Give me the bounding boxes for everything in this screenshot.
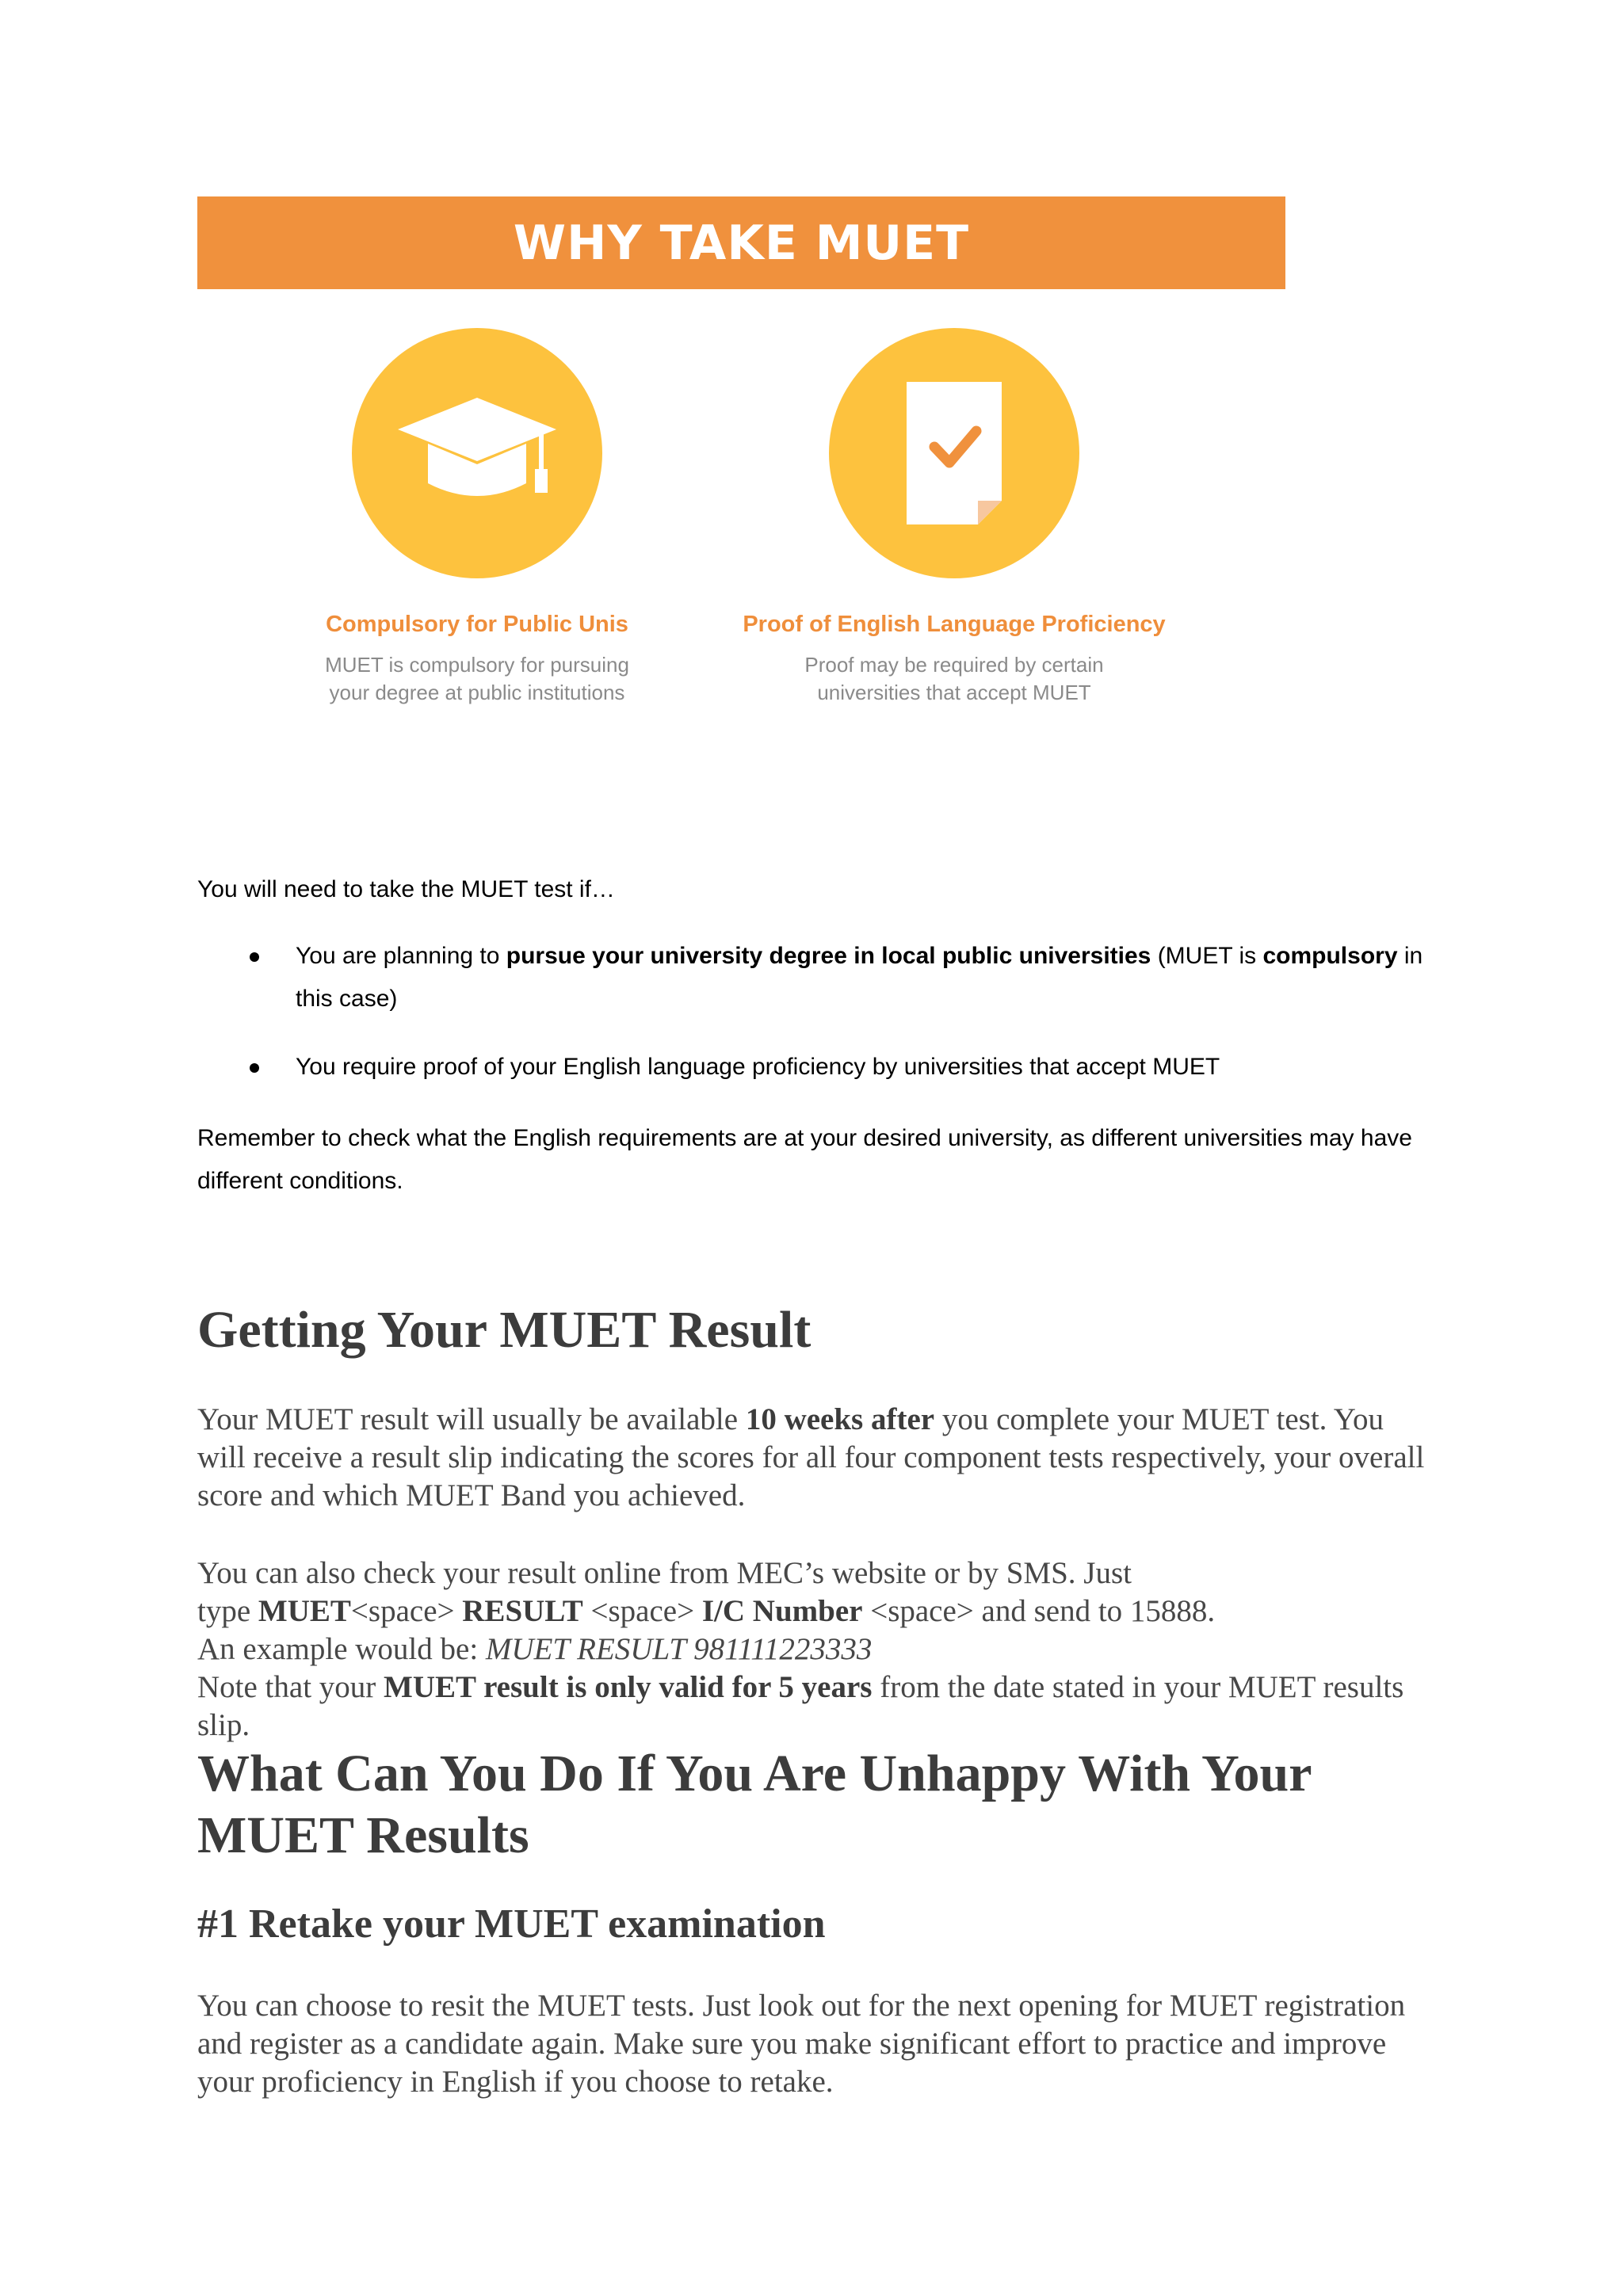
- feature-description: [255, 651, 699, 707]
- section-heading-unhappy: What Can You Do If You Are Unhappy With Your MUET Results: [197, 1745, 1312, 1864]
- feature-desc-line: universities that accept MUET: [817, 681, 1091, 704]
- subheading-retake: #1 Retake your MUET examination: [197, 1901, 826, 1947]
- banner-title: WHY TAKE MUET: [513, 215, 970, 271]
- feature-desc-line: Proof may be required by certain: [804, 653, 1104, 677]
- section-heading-result: Getting Your MUET Result: [197, 1301, 812, 1359]
- graduation-cap-icon: [390, 390, 564, 517]
- feature-proficiency: [732, 328, 1176, 707]
- feature-compulsory: [255, 328, 699, 707]
- why-take-muet-banner: [197, 196, 1285, 289]
- requirements-note: Remember to check what the English requirements are at your desired university, as different universities may have different conditions.: [197, 1125, 1412, 1194]
- feature-title: Compulsory for Public Unis: [326, 612, 628, 637]
- result-availability-paragraph: Your MUET result will usually be available 10 weeks after you complete your MUET test. You will receive a result slip indicating the scores for all four component tests respectively, your overall score and which MUET Band you achieved.: [197, 1402, 1425, 1512]
- requirements-list: [197, 935, 1434, 1114]
- feature-desc-line: your degree at public institutions: [329, 681, 625, 704]
- retake-paragraph: You can choose to resit the MUET tests. Just look out for the next opening for MUET registration and register as a candidate again. Make sure you make significant effort to practice and improve your proficiency in English if you choose to retake.: [197, 1989, 1406, 2099]
- feature-description: [732, 651, 1176, 707]
- feature-desc-line: MUET is compulsory for pursuing: [325, 653, 629, 677]
- result-check-paragraph: You can also check your result online from MEC’s website or by SMS. Just type MUET<space> RESULT <space> I/C Number <space> and send to 15888. An example would be: MUET RESULT 981111223333 Note that your MUET result is only valid for 5 years from the date stated in your MUET results slip.: [197, 1556, 1404, 1742]
- feature-title: Proof of English Language Proficiency: [743, 612, 1166, 637]
- document-check-icon: [899, 374, 1010, 532]
- feature-circle: [829, 328, 1079, 578]
- feature-circle: [352, 328, 602, 578]
- intro-text: You will need to take the MUET test if…: [197, 876, 615, 902]
- list-item: You require proof of your English language proficiency by universities that accept MUET: [197, 1046, 1434, 1089]
- list-item: You are planning to pursue your university degree in local public universities (MUET is compulsory in this case): [197, 935, 1434, 1020]
- bullet-icon: [250, 1063, 259, 1073]
- bullet-icon: [250, 952, 259, 962]
